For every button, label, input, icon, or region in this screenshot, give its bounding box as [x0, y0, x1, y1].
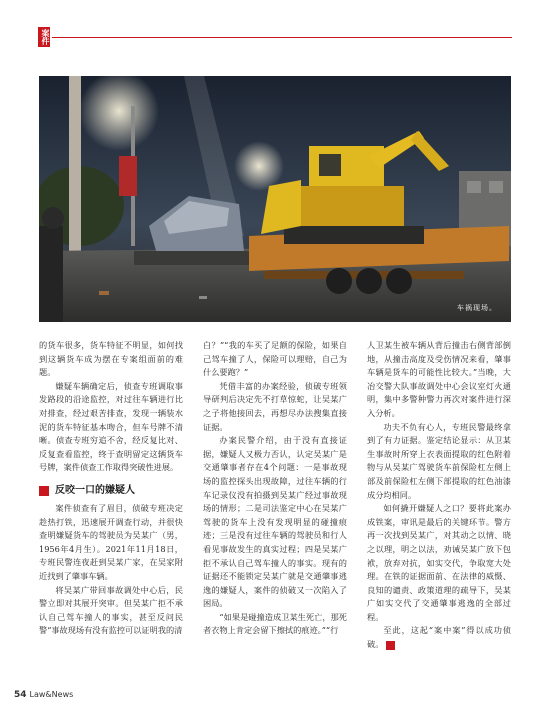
paragraph: 的货车很多，货车特征不明显，如何找到这辆货车成为摆在专案组面前的难题。	[39, 340, 183, 378]
paragraph: 如何撬开嫌疑人之口？要将此案办成铁案，审讯是最后的关键环节。警方再一次找到吴某广，对其动之以情、晓之以理，明之以法，劝诫吴某广放下包袱，放弃对抗，如实交代，争取宽大处理。在铁的证据面前、在法律的威慑、良知的谴责、政策道理的疏导下，吴某广如实交代了交通肇事逃逸的全部过程。	[367, 503, 511, 622]
end-mark-icon: A	[386, 641, 395, 650]
paragraph: 嫌疑车辆确定后，侦查专班调取事发路段的沿途监控，对过往车辆进行比对排查，经过艰苦排查，发现一辆装水泥的货车特征基本吻合，但车号牌不清晰。侦查专班穷追不舍，经反复比对、反复查看监控，终于查明留定这辆货车号牌，案件侦查工作取得突破性进展。	[39, 380, 183, 473]
paragraph: 案件侦查有了眉目，侦破专班决定趁热打铁，迅速展开调查行动，并很快查明嫌疑货车的驾驶员为吴某广（男，1956年4月生）。2021年11月18日，专班民警连夜赶到吴某广家，在吴家附近找到了肇事车辆。	[39, 502, 183, 581]
paragraph: 办案民警介绍，由于没有直接证据，嫌疑人又极力否认，认定吴某广是交通肇事者存在4个问题：一是事故现场的监控探头出现故障，过往车辆的行车记录仪没有拍摄到吴某广经过事故现场的情形；二是司法鉴定中心在吴某广驾驶的货车上没有发现明显的碰撞痕迹；三是没有过往车辆的驾驶员和行人看见事故发生的真实过程；四是吴某广拒不承认自己驾车撞人的事实。现有的证据还不能锁定吴某广就是交通肇事逃逸的嫌疑人，案件的侦破又一次陷入了困局。	[203, 435, 347, 609]
paragraph: 凭借丰富的办案经验，侦破专班领导研判后决定先不打草惊蛇，让吴某广之子将他接回去，再想尽办法搜集直接证据。	[203, 380, 347, 432]
paragraph: 将吴某广带回事故调处中心后，民警立即对其展开突审。但吴某广拒不承认自己驾车撞人的事实，甚至反问民警“事故现场有没有监控可以证明我的清	[39, 584, 183, 636]
closing-text: 至此，这起“案中案”得以成功侦破。	[367, 625, 511, 650]
column-2	[203, 339, 347, 638]
paragraph	[367, 624, 511, 651]
page-footer	[14, 690, 73, 700]
column-3	[367, 339, 511, 652]
column-1	[39, 339, 183, 638]
section-tag: 案件	[38, 27, 50, 47]
paragraph: “如果是碰撞造成卫某生死亡，那死者衣物上肯定会留下擦拭的痕迹。”“行	[203, 611, 347, 636]
section-rule	[52, 37, 512, 38]
heading-marker	[39, 486, 49, 496]
section-heading-text: 反咬一口的嫌疑人	[55, 484, 135, 496]
section-heading	[39, 484, 183, 498]
accident-scene-photo	[39, 76, 511, 322]
page-number: 54	[14, 690, 27, 700]
accident-scene-illustration	[39, 76, 511, 322]
magazine-name: Law&News	[29, 690, 74, 699]
paragraph: 白？”“我的车买了足额的保险，如果自己驾车撞了人，保险可以理赔，自己为什么要跑？”	[203, 340, 347, 378]
paragraph: 人卫某生被车辆从背后撞击右侧背部倒地，从撞击高度及受伤情况来看，肇事车辆是货车的可能性比较大。”当晚，大冶交警大队事故调处中心会议室灯火通明，集中多警种警力再次对案件进行深入分析。	[367, 340, 511, 418]
photo-caption: 车祸现场。	[457, 304, 497, 312]
paragraph: 功夫不负有心人，专班民警最终拿到了有力证据。鉴定结论显示：从卫某生事故时所穿上衣表面提取的红色附着物与从吴某广驾驶货车前保险杠左侧上部及前保险杠左侧下部提取的红色油漆成分均相同。	[367, 421, 511, 500]
